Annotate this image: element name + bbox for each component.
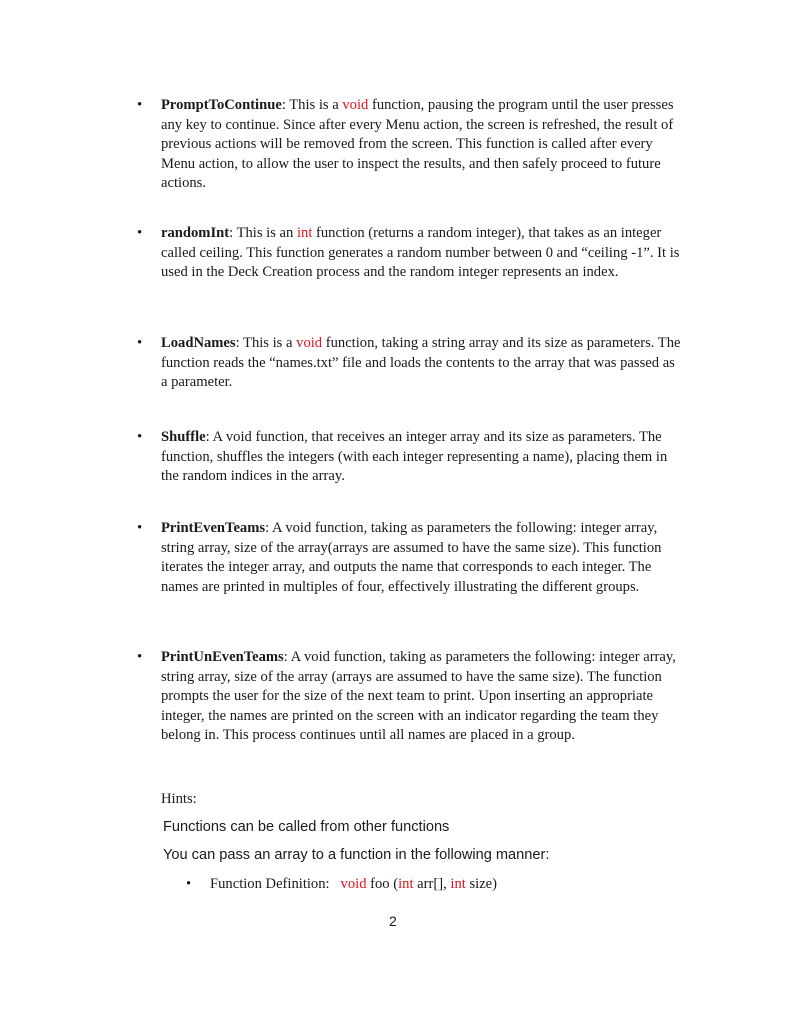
hints-title: Hints: bbox=[161, 791, 197, 807]
desc-post: function (returns a random integer), that takes as an integer called ceiling. This function generates a random number between 0 and “ceiling -1”. It is used in the Deck Creation process and the random integer represents an index. bbox=[161, 225, 680, 280]
item-shuffle bbox=[137, 428, 681, 487]
def-size: size) bbox=[465, 876, 498, 892]
bullet-dot: • bbox=[137, 520, 143, 536]
desc-pre: : This is a bbox=[235, 335, 297, 351]
keyword-void: void bbox=[340, 876, 367, 892]
keyword: void bbox=[296, 335, 323, 351]
item-loadnames bbox=[137, 334, 681, 393]
desc-post: function, pausing the program until the user presses any key to continue. Since after every Menu action, the screen is refreshed, the result of previous actions will be removed from the screen. This function is called after every Menu action, to allow the user to inspect the results, and then safely proceed to future actions. bbox=[161, 97, 674, 191]
keyword: void bbox=[342, 97, 369, 113]
term: randomInt bbox=[161, 225, 230, 241]
item-printeventeams bbox=[137, 519, 681, 597]
bullet-dot: • bbox=[137, 335, 143, 351]
term: PromptToContinue bbox=[161, 97, 282, 113]
item-prompttocontinue bbox=[137, 96, 681, 194]
term: PrintEvenTeams bbox=[161, 520, 266, 536]
bullet-dot: • bbox=[137, 649, 143, 665]
hint-line-1: Functions can be called from other functions bbox=[163, 819, 450, 835]
item-printuneventeams bbox=[137, 648, 681, 746]
desc-pre: : A void function, that receives an integer array and its size as parameters. The function, shuffles the integers (with each integer representing a name), placing them in the random indices in the array. bbox=[161, 429, 668, 484]
keyword: int bbox=[296, 225, 313, 241]
keyword-int: int bbox=[450, 876, 466, 892]
page-number: 2 bbox=[389, 913, 397, 929]
hint-line-2: You can pass an array to a function in the following manner: bbox=[163, 847, 550, 863]
def-label: Function Definition: bbox=[210, 876, 330, 892]
desc-pre: : A void function, taking as parameters the following: integer array, string array, size of the array (arrays are assumed to have the same size). The function prompts the user for the size of the next team to print. Upon inserting an appropriate integer, the names are printed on the screen with an indicator regarding the team they belong in. This process continues until all names are placed in a group. bbox=[161, 649, 676, 743]
item-randomint bbox=[137, 224, 681, 283]
desc-pre: : A void function, taking as parameters the following: integer array, string array, size of the array(arrays are assumed to have the same size). This function iterates the integer array, and outputs the name that corresponds to each integer. The names are printed in multiples of four, effectively illustrating the different groups. bbox=[161, 520, 662, 595]
bullet-dot: • bbox=[186, 876, 192, 892]
keyword-int: int bbox=[398, 876, 414, 892]
bullet-dot: • bbox=[137, 97, 143, 113]
term: PrintUnEvenTeams bbox=[161, 649, 284, 665]
desc-post: function, taking a string array and its size as parameters. The function reads the “names.txt” file and loads the contents to the array that was passed as a parameter. bbox=[161, 335, 681, 390]
def-arr: arr[], bbox=[413, 876, 451, 892]
def-foo: foo ( bbox=[366, 876, 399, 892]
desc-pre: : This is a bbox=[281, 97, 343, 113]
term: LoadNames bbox=[161, 335, 236, 351]
desc-pre: : This is an bbox=[229, 225, 297, 241]
term: Shuffle bbox=[161, 429, 206, 445]
function-definition-example bbox=[186, 875, 498, 894]
bullet-dot: • bbox=[137, 429, 143, 445]
bullet-dot: • bbox=[137, 225, 143, 241]
